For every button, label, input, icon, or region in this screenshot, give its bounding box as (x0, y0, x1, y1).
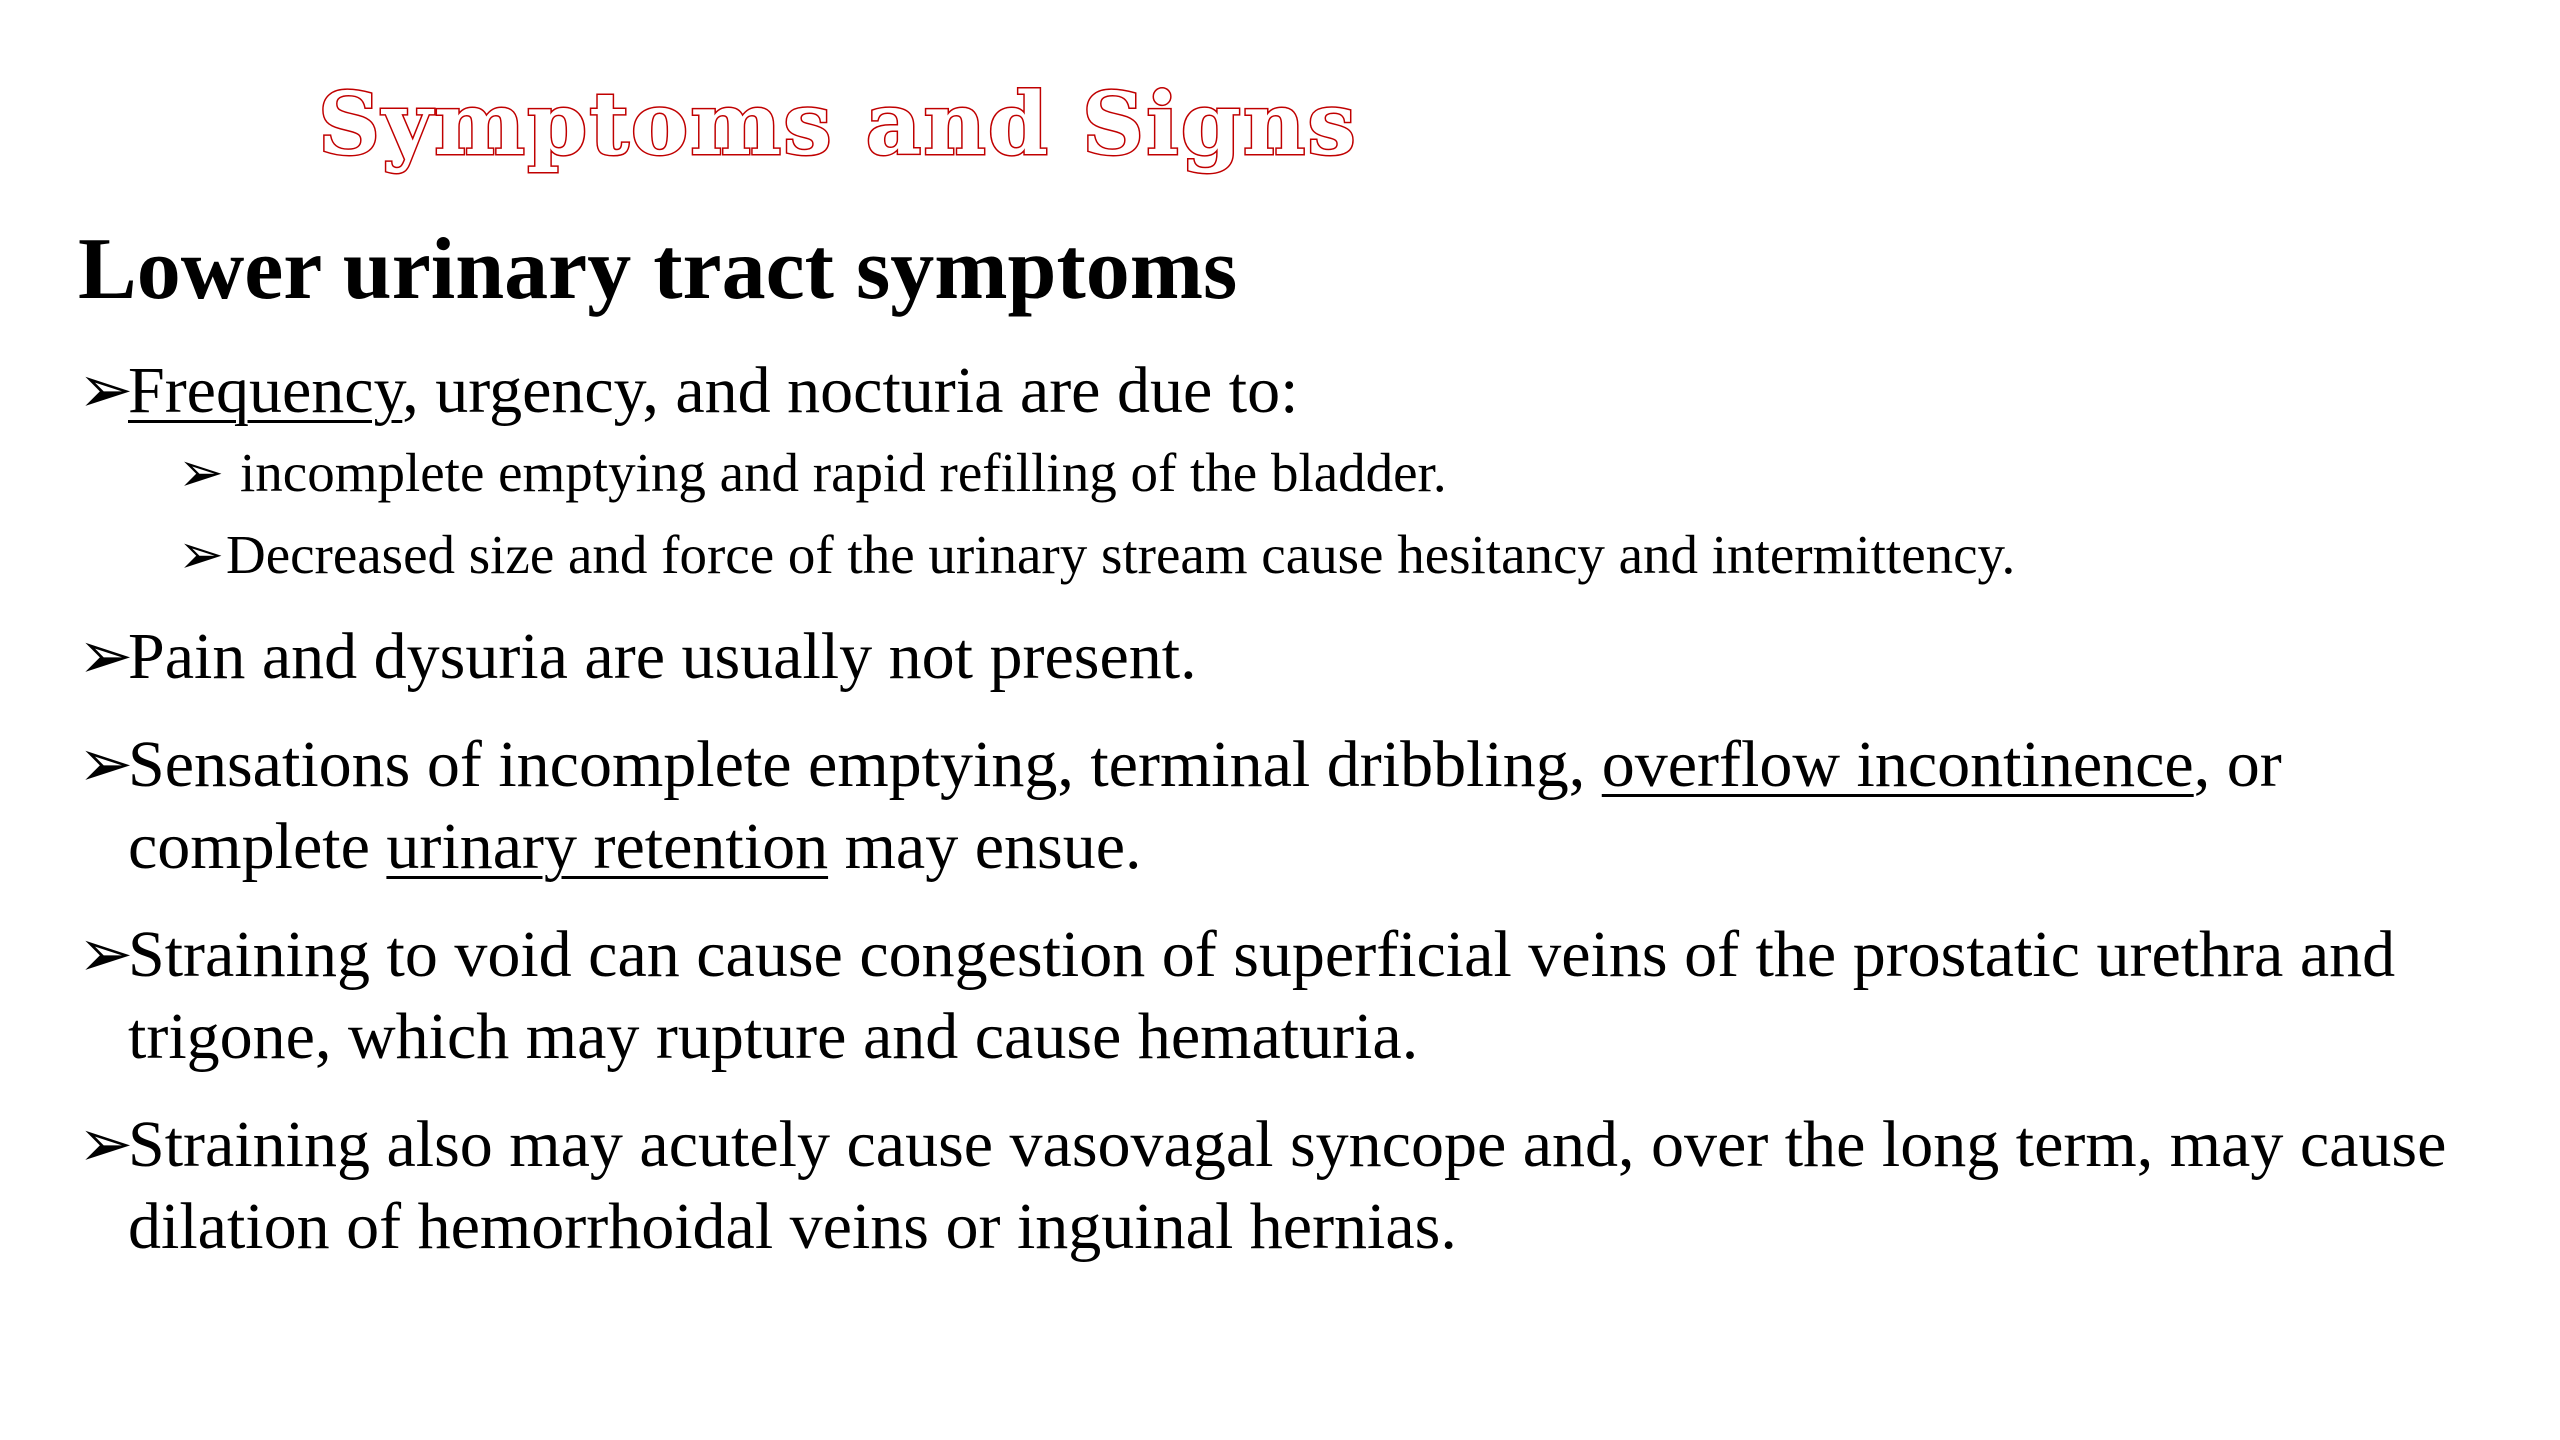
bullet-list (78, 350, 2498, 1268)
bullet-item (78, 616, 2498, 698)
arrow-bullet-icon: ➢ (78, 620, 134, 693)
slide-title: Symptoms and Signs (318, 74, 1358, 175)
sub-bullet-text: incomplete emptying and rapid refilling of the bladder. (240, 442, 1447, 503)
arrow-bullet-icon: ➢ (78, 354, 134, 427)
bullet-text: Pain and dysuria are usually not present. (128, 620, 1197, 693)
bullet-text: Straining to void can cause congestion of superficial veins of the prostatic urethra and trigone, which may rupture and cause hematuria. (128, 918, 2396, 1073)
bullet-text-part: , or complete (128, 728, 2282, 883)
arrow-bullet-icon: ➢ (78, 918, 134, 991)
urinary-retention-link-text: urinary retention (386, 810, 829, 883)
section-heading: Lower urinary tract symptoms (78, 221, 1238, 318)
bullet-text-part: may ensue. (828, 810, 1142, 883)
bullet-item-frequency (78, 350, 2498, 432)
bullet-text: Straining also may acutely cause vasovagal syncope and, over the long term, may cause dilation of hemorrhoidal veins or inguinal hernias. (128, 1108, 2447, 1263)
bullet-text-part: Sensations of incomplete emptying, terminal dribbling, (128, 728, 1602, 801)
sub-bullet-item (178, 514, 2498, 596)
frequency-link-text: Frequency (128, 354, 403, 427)
bullet-item (78, 1104, 2498, 1268)
sub-bullet-item (178, 432, 2498, 514)
bullet-item (78, 724, 2498, 888)
arrow-bullet-icon: ➢ (178, 524, 225, 585)
sub-bullet-text: Decreased size and force of the urinary stream cause hesitancy and intermittency. (226, 524, 2016, 585)
arrow-bullet-icon: ➢ (78, 1108, 134, 1181)
overflow-incontinence-link-text: overflow incontinence (1601, 728, 2194, 801)
frequency-rest-text: , urgency, and nocturia are due to: (402, 354, 1299, 427)
bullet-item (78, 914, 2498, 1078)
arrow-bullet-icon: ➢ (78, 728, 134, 801)
arrow-bullet-icon: ➢ (178, 442, 225, 503)
